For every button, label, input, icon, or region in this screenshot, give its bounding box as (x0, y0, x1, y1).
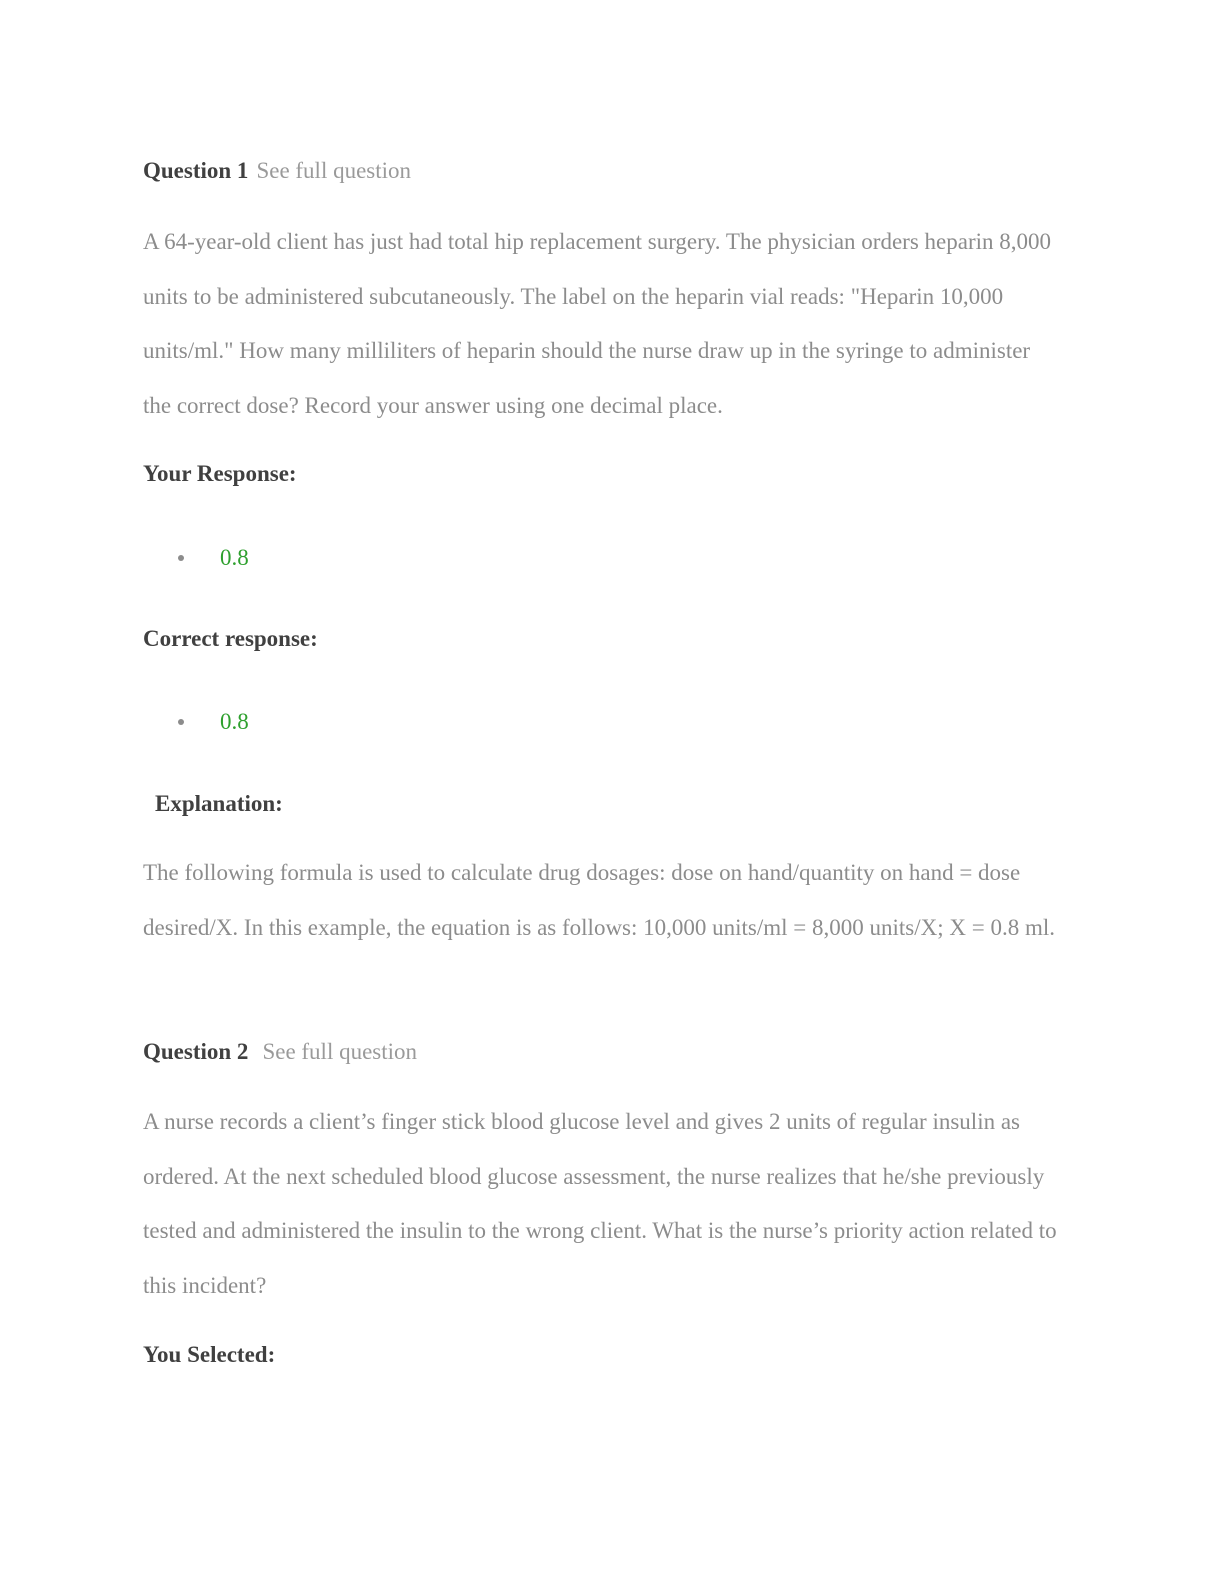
explanation-label: Explanation: (155, 791, 283, 816)
question-1-see-full-question-link[interactable]: See full question (256, 158, 412, 183)
your-response-value: 0.8 (220, 545, 249, 570)
you-selected-label: You Selected: (143, 1342, 276, 1367)
question-2-title: Question 2 (143, 1039, 249, 1064)
your-response-label: Your Response: (143, 461, 297, 486)
question-1-title: Question 1 (143, 158, 249, 183)
correct-response-label: Correct response: (143, 626, 318, 651)
question-1-text: A 64-year-old client has just had total hip replacement surgery. The physician orders heparin 8,000 units to be administered subcutaneously. The label on the heparin vial reads: "Heparin 10,000 units/ml." How many milliliters of heparin should the nurse draw up in the syringe to administer the correct dose? Record your answer using one decimal place. (143, 229, 1051, 418)
correct-response-value: 0.8 (220, 709, 249, 734)
question-2-text: A nurse records a client’s finger stick blood glucose level and gives 2 units of regular insulin as ordered. At the next scheduled blood glucose assessment, the nurse realizes that he/she previously tested and administered the insulin to the wrong client. What is the nurse’s priority action related to this incident? (143, 1109, 1057, 1298)
question-2-see-full-question-link[interactable]: See full question (262, 1039, 418, 1064)
question-1-heading (143, 157, 411, 185)
bullet-icon (178, 555, 184, 561)
bullet-icon (178, 719, 184, 725)
question-2-heading (143, 1038, 417, 1066)
explanation-text: The following formula is used to calculate drug dosages: dose on hand/quantity on hand = dose desired/X. In this example, the equation is as follows: 10,000 units/ml = 8,000 units/X; X = 0.8 ml. (143, 860, 1056, 940)
